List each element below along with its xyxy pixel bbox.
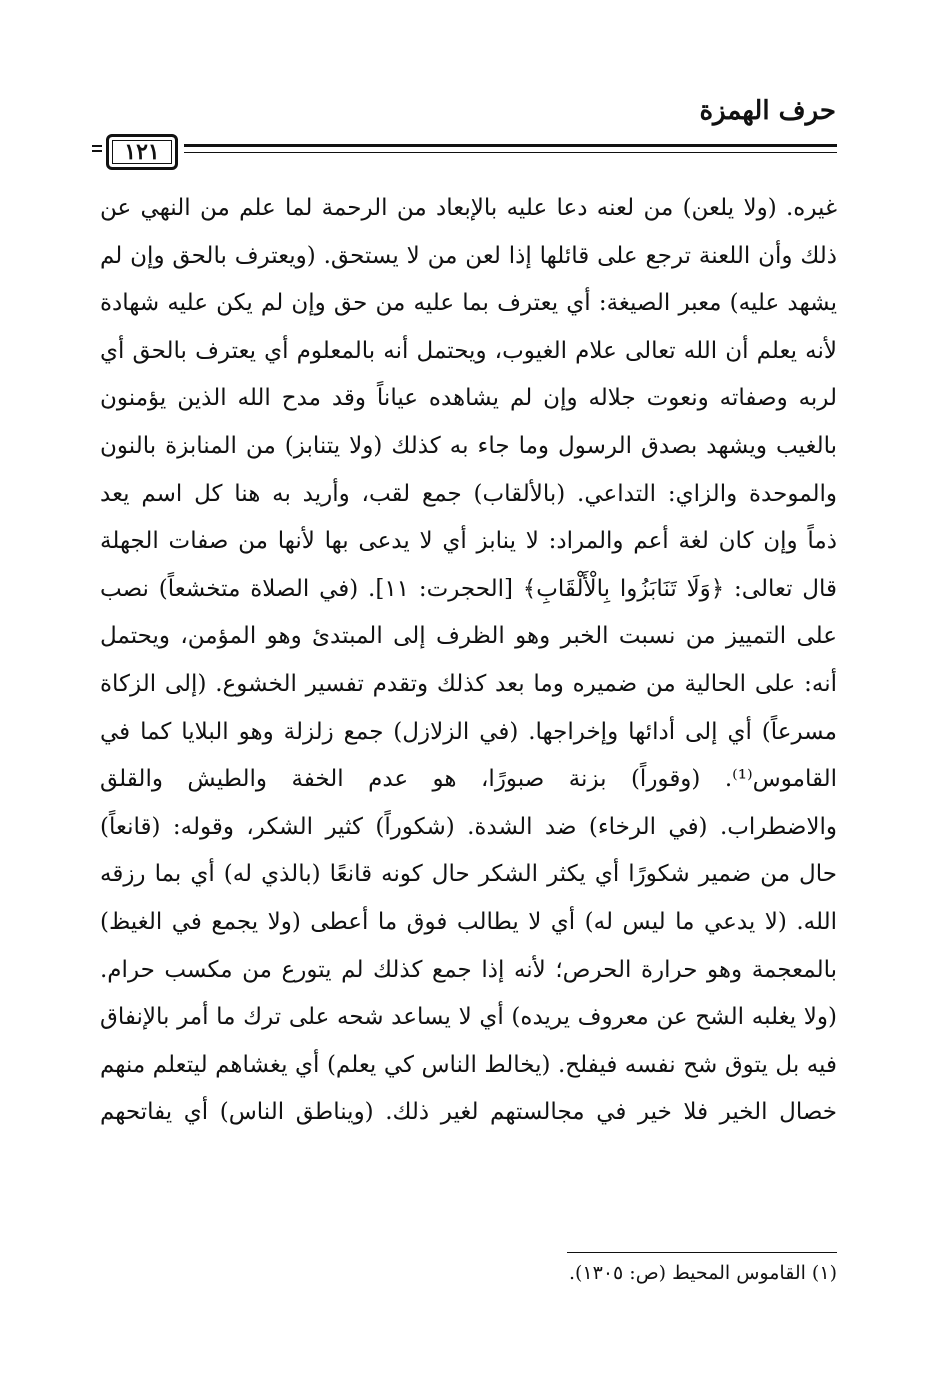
text-line: بالغيب ويشهد بصدق الرسول وما جاء به كذلك (ولا يتنابز) من المنابزة بالنون [100, 432, 837, 459]
text-line: فيه بل يتوق شح نفسه فيفلح. (يخالط الناس كي يعلم) أي يغشاهم ليتعلم منهم [100, 1051, 837, 1078]
header-double-line [184, 144, 837, 158]
text-line: (ولا يغلبه الشح عن معروف يريده) أي لا يساعد شحه على ترك ما أمر بالإنفاق [100, 1004, 837, 1031]
text-line: على التمييز من نسبت الخبر وهو الظرف إلى المبتدئ وهو المؤمن، ويحتمل [100, 623, 837, 650]
text-line: لربه وصفاته ونعوت جلاله وإن لم يشاهده عياناً وقد مدح الله الذين يؤمنون [100, 385, 837, 412]
text-line: الله. (لا يدعي ما ليس له) أي لا يطالب فوق ما أعطى (ولا يجمع في الغيظ) [100, 908, 837, 935]
page-header-title: حرف الهمزة [699, 96, 836, 126]
text-line: ذماً وإن كان لغة أعم والمراد: لا ينابز أي لا يدعى بها لأنها من صفات الجهلة [100, 528, 837, 555]
footnote-separator [567, 1252, 837, 1253]
text-line: قال تعالى: ﴿وَلَا تَنَابَزُوا بِالْأَلْقَابِ﴾ [الحجرت: ١١]. (في الصلاة متخشعاً) نصب [100, 575, 837, 602]
text-line: غيره. (ولا يلعن) من لعنه دعا عليه بالإبعاد من الرحمة لما علم من النهي عن [100, 195, 837, 221]
text-line: حال من ضمير شكورًا أي يكثر الشكر حال كونه قانعًا (بالذي له) أي بما رزقه [100, 861, 837, 888]
text-line: خصال الخير فلا خير في مجالستهم لغير ذلك. (ويناطق الناس) أي يفاتحهم [100, 1099, 837, 1126]
page-number-box [106, 134, 178, 170]
page-number: ١٢١ [124, 139, 160, 165]
text-line: يشهد عليه) معبر الصيغة: أي يعترف بما عليه من حق وإن لم يكن عليه شهادة [100, 290, 837, 317]
text-line: القاموس⁽¹⁾. (وقوراً) بزنة صبورًا، هو عدم الخفة والطيش والقلق [100, 766, 837, 793]
header-rule [92, 134, 837, 170]
main-text [100, 185, 837, 1137]
text-line: مسرعاً) أي إلى أدائها وإخراجها. (في الزلازل) جمع زلزلة وهو البلايا كما في [100, 718, 837, 745]
footnote: (١) القاموس المحيط (ص: ١٣٠٥). [568, 1262, 837, 1284]
text-line: والموحدة والزاي: التداعي. (بالألقاب) جمع لقب، وأريد به هنا كل اسم يعد [100, 480, 837, 507]
text-line: أنه: على الحالية من ضميره وما بعد كذلك وتقدم تفسير الخشوع. (إلى الزكاة [100, 670, 837, 697]
text-line: والاضطراب. (في الرخاء) ضد الشدة. (شكوراً) كثير الشكر، وقوله: (قانعاً) [100, 813, 837, 840]
text-line: ذلك وأن اللعنة ترجع على قائلها إذا لعن من لا يستحق. (ويعترف بالحق وإن لم [100, 242, 837, 269]
text-line: بالمعجمة وهو حرارة الحرص؛ لأنه إذا جمع كذلك لم يتورع من مكسب حرام. [100, 956, 837, 983]
text-line: لأنه يعلم أن الله تعالى علام الغيوب، ويحتمل أنه بالمعلوم أي يعترف بالحق أي [100, 337, 837, 364]
header-equals-mark [92, 143, 102, 153]
